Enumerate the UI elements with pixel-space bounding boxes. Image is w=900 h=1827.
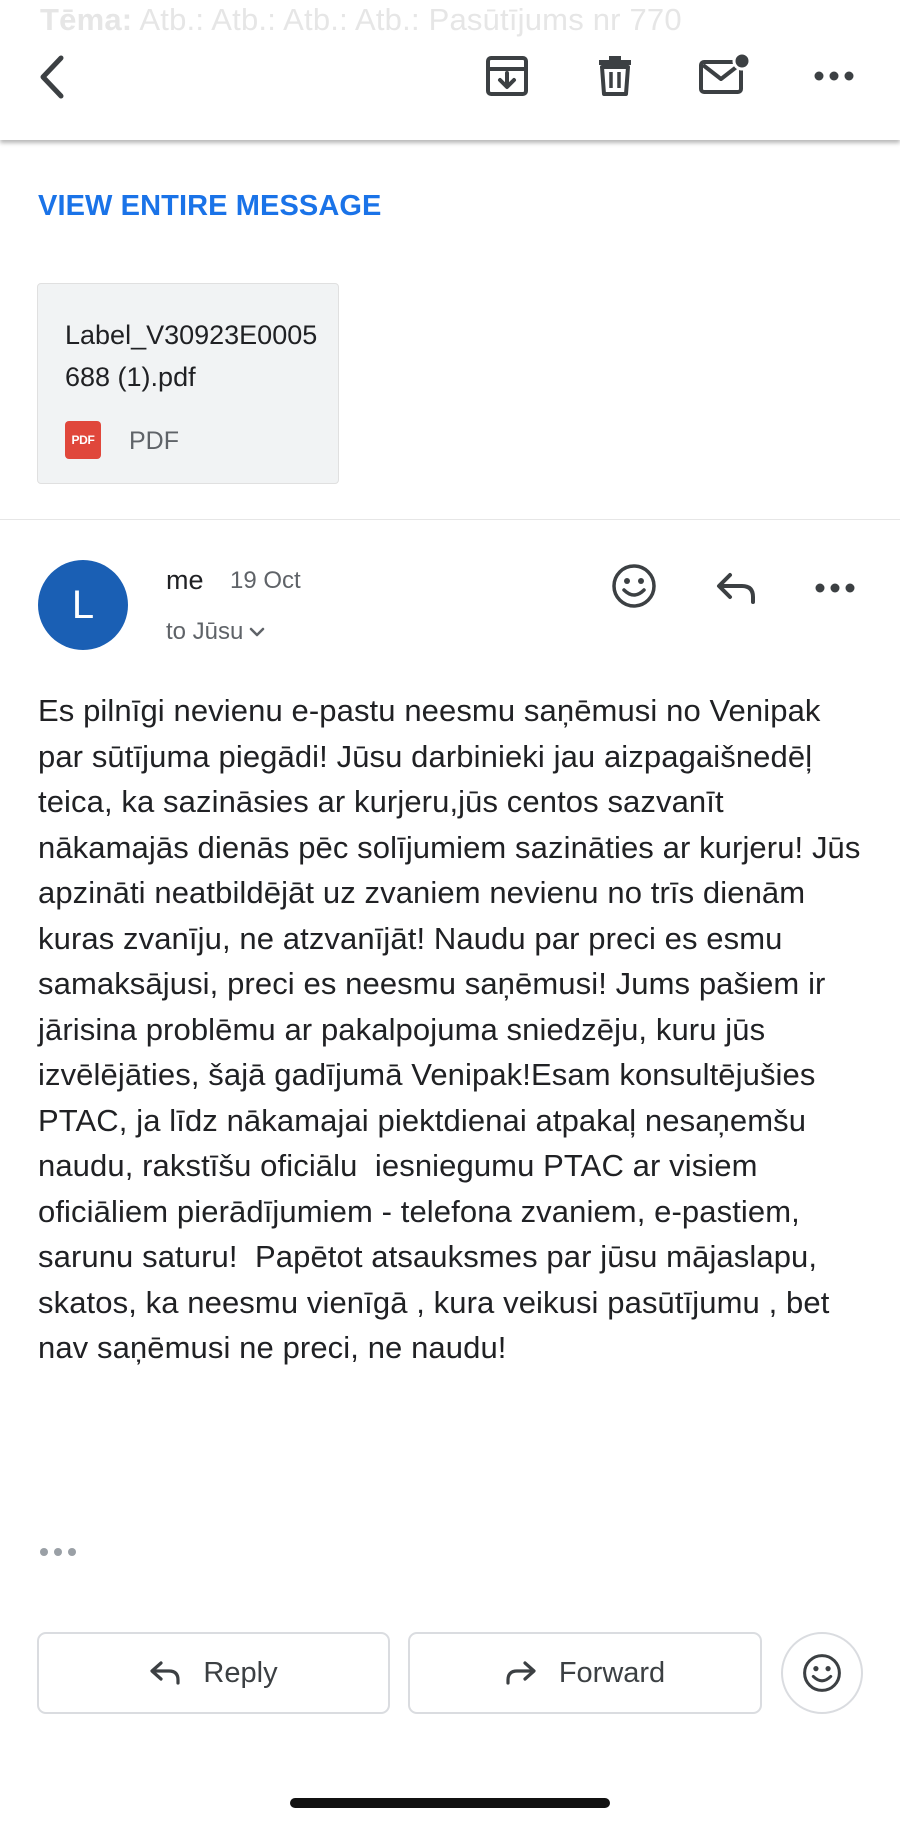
sender-name: me [166,565,204,595]
emoji-icon [802,1653,842,1693]
home-indicator[interactable] [290,1798,610,1808]
message-body: Es pilnīgi nevienu e-pastu neesmu saņēmusi no Venipak par sūtījuma piegādi! Jūsu darbinieki jau aizpagaišnedēļ teica, ka sazināsies ar kurjeru,jūs centos sazvanīt nākamajās dienās pēc solījumiem sazināties ar kurjeru! Jūs apzināti neatbildējāt uz zvaniem nevienu no trīs dienām kuras zvanīju, ne atzvanījāt! Naudu par preci es esmu samaksājusi, preci es neesmu saņēmusi! Jums pašiem ir jārisina problēmu ar pakalpojuma sniedzēju, kuru jūs izvēlējāties, šajā gadījumā Venipak!Esam konsultējušies PTAC, ja līdz nākamajai piektdienai atpakaļ nesaņemšu naudu, rakstīšu oficiālu iesniegumu PTAC ar visiem oficiāliem pierādījumiem - telefona zvaniem, e-pastiem, sarunu saturu! Papētot atsauksmes par jūsu mājaslapu, skatos, ka neesmu vienīgā , kura veikusi pasūtījumu , bet nav saņēmusi ne preci, ne naudu! [38,693,870,1365]
pdf-file-icon: PDF [65,421,101,459]
archive-button[interactable] [480,48,534,104]
avatar[interactable]: L [38,560,128,650]
delete-button[interactable] [590,46,640,102]
reply-button[interactable] [37,1632,390,1714]
reply-icon [714,571,758,605]
reply-label: Reply [203,1656,278,1689]
attachment-file-name: Label_V30923E0005688 (1).pdf [65,320,318,392]
add-reaction-button[interactable] [608,560,660,612]
back-icon [35,53,69,101]
subject-text: Atb.: Atb.: Atb.: Atb.: Pasūtījums nr 770 [139,2,682,37]
react-button[interactable] [781,1632,863,1714]
archive-icon [485,54,529,98]
message-more-button[interactable] [810,570,860,606]
attachment-card[interactable] [37,283,339,484]
view-entire-message-link[interactable]: VIEW ENTIRE MESSAGE [38,190,382,222]
mark-unread-button[interactable] [694,46,756,102]
attachment-type: PDF [129,427,179,455]
show-trimmed-content-button[interactable] [38,1540,80,1564]
more-icon [813,70,855,82]
more-options-button[interactable] [806,56,862,96]
delete-icon [596,52,634,96]
reply-icon-button[interactable] [712,568,760,608]
recipient-details-toggle[interactable] [166,618,265,646]
reply-icon [149,1660,181,1686]
recipient-label: to Jūsu [166,618,244,645]
message-date: 19 Oct [230,567,301,594]
emoji-icon [611,563,657,609]
app-bar [0,0,900,140]
subject-line [40,2,682,38]
chevron-down-icon [249,626,265,638]
subject-label: Tēma: [40,2,133,37]
forward-label: Forward [558,1656,666,1689]
forward-button[interactable] [408,1632,762,1714]
more-icon [814,582,856,594]
forward-icon [505,1660,537,1686]
divider [0,519,900,520]
ellipsis-icon [38,1546,78,1558]
mark-unread-icon [698,52,752,96]
back-button[interactable] [24,45,80,109]
